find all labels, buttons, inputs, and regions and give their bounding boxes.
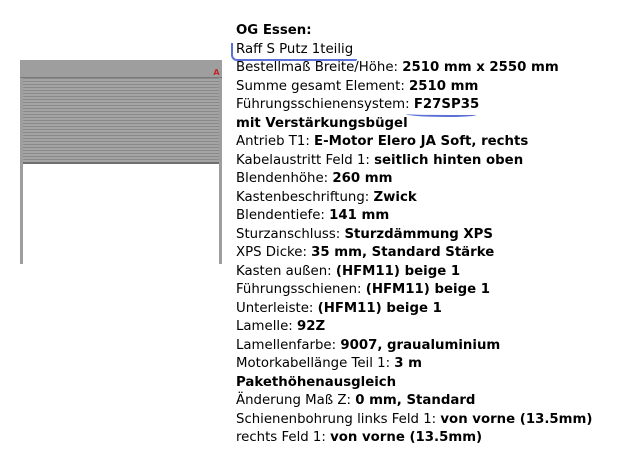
spec-row: Blendentiefe: 141 mm: [236, 208, 390, 223]
spec-row: XPS Dicke: 35 mm, Standard Stärke: [236, 245, 495, 260]
spec-row: Führungsschienen: (HFM11) beige 1: [236, 282, 490, 297]
spec-row: Pakethöhenausgleich: [236, 374, 397, 390]
spec-row: rechts Feld 1: von vorne (13.5mm): [236, 430, 483, 445]
shutter-box: [20, 60, 222, 78]
spec-row: Führungsschienensystem: F27SP35: [236, 96, 621, 115]
roller-shutter-illustration: [20, 60, 222, 264]
spec-row: mit Verstärkungsbügel: [236, 115, 408, 131]
specification-list: [236, 22, 621, 448]
window-opening: [23, 164, 219, 264]
spec-row: Summe gesamt Element: 2510 mm: [236, 78, 479, 94]
spec-row: Schienenbohrung links Feld 1: von vorne (13.5mm): [236, 411, 593, 427]
spec-row: Kastenbeschriftung: Zwick: [236, 189, 417, 205]
spec-row: Sturzanschluss: Sturzdämmung XPS: [236, 226, 494, 242]
spec-row: Motorkabellänge Teil 1: 3 m: [236, 356, 423, 371]
spec-heading: OG Essen:: [236, 23, 312, 38]
corner-marker: A: [213, 68, 220, 77]
spec-row: Lamellenfarbe: 9007, graualuminium: [236, 337, 501, 353]
shutter-curtain: [23, 78, 219, 164]
spec-row: Änderung Maß Z: 0 mm, Standard: [236, 393, 476, 408]
spec-row: Kasten außen: (HFM11) beige 1: [236, 263, 461, 279]
spec-model: Raff S Putz 1teilig: [236, 41, 621, 60]
spec-row: Antrieb T1: E-Motor Elero JA Soft, rechts: [236, 134, 529, 149]
spec-row: Kabelaustritt Feld 1: seitlich hinten oben: [236, 152, 524, 168]
spec-row: Lamelle: 92Z: [236, 319, 326, 334]
spec-row: Unterleiste: (HFM11) beige 1: [236, 300, 442, 316]
right-guide-rail: [219, 78, 222, 264]
spec-row: Blendenhöhe: 260 mm: [236, 171, 393, 186]
spec-row: Bestellmaß Breite/Höhe: 2510 mm x 2550 mm: [236, 60, 559, 75]
